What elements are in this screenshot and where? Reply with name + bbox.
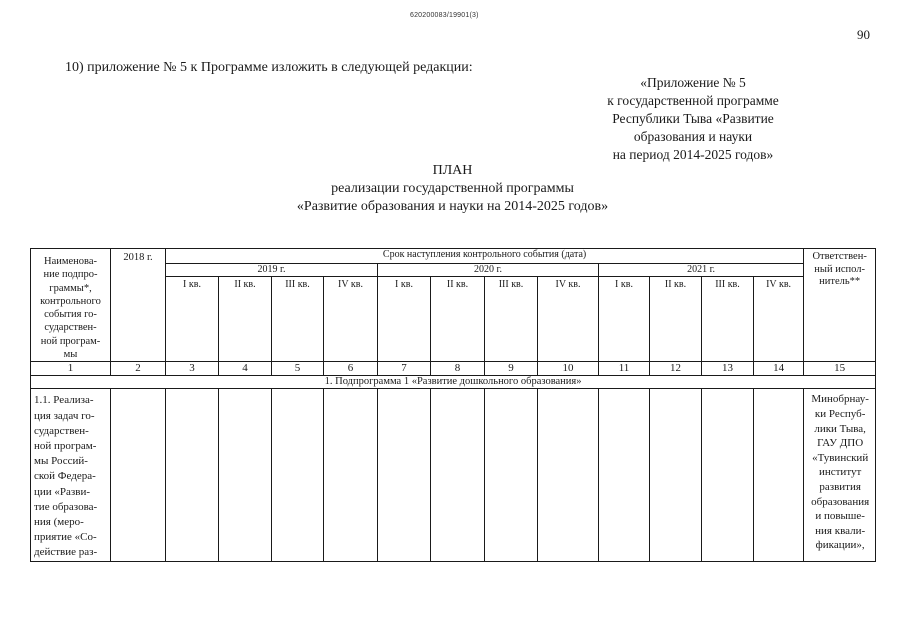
empty-cell xyxy=(324,389,378,561)
subprogram-row xyxy=(31,376,876,389)
event-name-line: ской Федера- xyxy=(34,470,96,483)
plan-title: ПЛАН xyxy=(432,163,473,178)
column-number: 6 xyxy=(324,362,378,376)
column-number: 5 xyxy=(272,362,324,376)
plan-subtitle-line: «Развитие образования и науки на 2014-2025 годов» xyxy=(296,199,609,214)
empty-cell xyxy=(272,389,324,561)
responsible-line: Минобрнау- xyxy=(811,393,869,406)
header-quarter: III кв. xyxy=(485,277,538,362)
header-quarter: IV кв. xyxy=(324,277,378,362)
plan-table xyxy=(30,248,876,562)
column-number: 8 xyxy=(431,362,485,376)
event-name-line: мы Россий- xyxy=(34,455,88,468)
appendix-line: «Приложение № 5 xyxy=(640,75,746,90)
responsible-line: развития xyxy=(819,480,861,493)
empty-cell xyxy=(599,389,650,561)
responsible-line: институт xyxy=(818,466,862,479)
column-number: 13 xyxy=(702,362,754,376)
header-quarter: I кв. xyxy=(599,277,650,362)
appendix-heading xyxy=(563,74,823,164)
header-year-2021: 2021 г. xyxy=(599,263,804,277)
header-quarter: I кв. xyxy=(166,277,219,362)
header-responsible-cell xyxy=(804,249,876,362)
appendix-line: к государственной программе xyxy=(607,93,779,108)
header-name-line: ной програм- xyxy=(40,335,101,347)
header-name-line: контрольного xyxy=(40,295,101,307)
document-number: 620200083/19901(3) xyxy=(410,12,479,19)
event-name-line: ной програм- xyxy=(34,439,97,452)
header-responsible-line: нитель** xyxy=(819,276,861,287)
responsible-line: ГАУ ДПО xyxy=(817,437,864,450)
empty-cell xyxy=(650,389,702,561)
appendix-line: на период 2014-2025 годов» xyxy=(612,147,774,162)
event-name-line: действие раз- xyxy=(34,546,98,559)
column-number: 15 xyxy=(804,362,876,376)
header-quarter: II кв. xyxy=(219,277,272,362)
empty-cell xyxy=(754,389,804,561)
column-number: 14 xyxy=(754,362,804,376)
column-number: 7 xyxy=(378,362,431,376)
responsible-line: ки Респуб- xyxy=(814,407,866,420)
responsible-line: образования xyxy=(811,495,870,508)
table-row xyxy=(31,389,876,561)
header-year-2020: 2020 г. xyxy=(378,263,599,277)
empty-cell xyxy=(538,389,599,561)
header-quarter: IV кв. xyxy=(754,277,804,362)
empty-cell xyxy=(702,389,754,561)
event-name-line: тие образова- xyxy=(34,500,98,513)
header-quarter: II кв. xyxy=(650,277,702,362)
header-quarter: III кв. xyxy=(272,277,324,362)
header-quarter: IV кв. xyxy=(538,277,599,362)
header-name-cell xyxy=(31,249,111,362)
header-name-line: мы xyxy=(63,349,78,361)
column-number: 9 xyxy=(485,362,538,376)
event-name-line: приятие «Со- xyxy=(34,531,97,544)
responsible-cell xyxy=(804,389,876,561)
header-name-line: сударствен- xyxy=(44,322,97,334)
empty-cell xyxy=(431,389,485,561)
header-deadline: Срок наступления контрольного события (дата) xyxy=(166,249,804,264)
column-number: 11 xyxy=(599,362,650,376)
empty-cell xyxy=(166,389,219,561)
header-name-line: события го- xyxy=(44,309,97,321)
empty-cell xyxy=(485,389,538,561)
header-name-line: Наименова- xyxy=(43,256,97,267)
responsible-line: ния квали- xyxy=(815,524,866,537)
responsible-line: лики Тыва, xyxy=(814,422,866,435)
appendix-line: Республики Тыва «Развитие xyxy=(612,111,774,126)
header-year-2019: 2019 г. xyxy=(166,263,378,277)
event-name-line: 1.1. Реализа- xyxy=(34,394,94,407)
empty-cell xyxy=(378,389,431,561)
responsible-line: «Тувинский xyxy=(812,451,869,464)
responsible-line: и повыше- xyxy=(815,510,865,523)
header-quarter: II кв. xyxy=(431,277,485,362)
column-number: 2 xyxy=(111,362,166,376)
empty-cell xyxy=(219,389,272,561)
header-responsible-line: Ответствен- xyxy=(812,251,867,262)
event-name-line: сударствен- xyxy=(34,424,89,437)
page-number: 90 xyxy=(857,27,870,42)
column-number-row xyxy=(31,362,876,376)
header-quarter: III кв. xyxy=(702,277,754,362)
column-number: 10 xyxy=(538,362,599,376)
header-name-line: граммы*, xyxy=(49,282,92,294)
empty-cell xyxy=(111,389,166,561)
header-quarter: I кв. xyxy=(378,277,431,362)
column-number: 12 xyxy=(650,362,702,376)
responsible-line: фикации», xyxy=(815,539,865,552)
plan-title-block xyxy=(0,162,905,216)
event-name-cell xyxy=(31,389,111,561)
plan-subtitle-line: реализации государственной программы xyxy=(331,181,574,196)
event-name-line: ния (меро- xyxy=(34,516,84,528)
column-number: 3 xyxy=(166,362,219,376)
intro-text: 10) приложение № 5 к Программе изложить в следующей редакции: xyxy=(65,60,473,75)
event-name-line: ции «Разви- xyxy=(34,485,90,498)
column-number: 4 xyxy=(219,362,272,376)
event-name-line: ция задач го- xyxy=(34,409,95,422)
subprogram-title: 1. Подпрограмма 1 «Развитие дошкольного образования» xyxy=(31,376,876,389)
header-responsible-line: ный испол- xyxy=(814,263,865,275)
column-number: 1 xyxy=(31,362,111,376)
header-2018: 2018 г. xyxy=(111,249,166,362)
appendix-line: образования и науки xyxy=(633,129,753,144)
header-name-line: ние подпро- xyxy=(43,269,98,281)
